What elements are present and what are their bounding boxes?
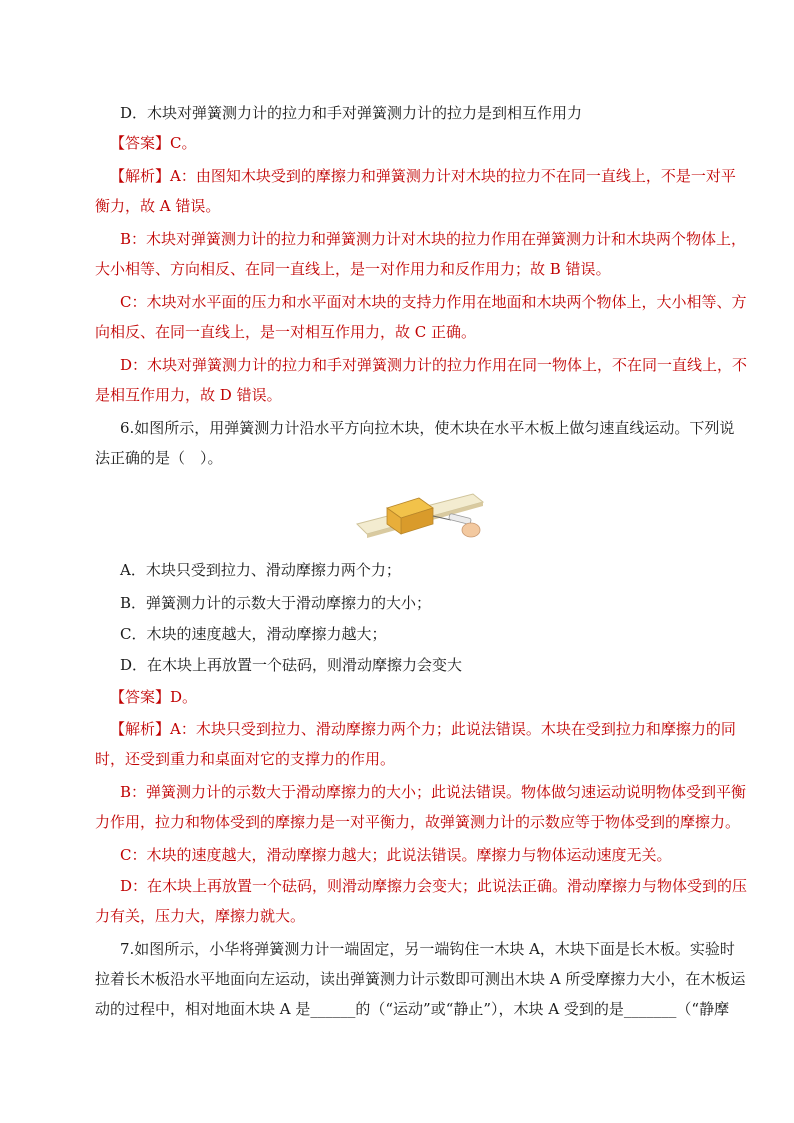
q6-option-a: A．木块只受到拉力、滑动摩擦力两个力；: [120, 561, 401, 579]
wooden-block-spring-scale-figure: [355, 478, 485, 546]
q6-option-c: C．木块的速度越大，滑动摩擦力越大；: [120, 625, 387, 643]
q6-stem-cont: 法正确的是（ ）。: [95, 449, 223, 467]
q6-option-d: D．在木块上再放置一个砝码，则滑动摩擦力会变大: [120, 656, 463, 674]
q5-analysis-line: 大小相等、方向相反、在同一直线上，是一对作用力和反作用力；故 B 错误。: [95, 260, 611, 278]
q6-option-b: B．弹簧测力计的示数大于滑动摩擦力的大小；: [120, 594, 432, 612]
q7-stem: 7.如图所示，小华将弹簧测力计一端固定，另一端钩住一木块 A，木块下面是长木板。实验时: [120, 940, 735, 958]
q6-analysis-line: 力有关，压力大，摩擦力就大。: [95, 907, 306, 925]
q5-analysis-a: 【解析】A：由图知木块受到的摩擦力和弹簧测力计对木块的拉力不在同一直线上，不是一对平: [110, 167, 736, 185]
q7-stem-cont: 动的过程中，相对地面木块 A 是______的（“运动”或“静止”），木块 A 受到的是_______（“静摩: [95, 1000, 730, 1018]
q5-analysis-line: 衡力，故 A 错误。: [95, 197, 221, 215]
q5-analysis-line: 向相反、在同一直线上，是一对相互作用力，故 C 正确。: [95, 323, 477, 341]
q6-analysis-a: 【解析】A：木块只受到拉力、滑动摩擦力两个力；此说法错误。木块在受到拉力和摩擦力的同: [110, 720, 736, 738]
q6-analysis-d: D：在木块上再放置一个砝码，则滑动摩擦力会变大；此说法正确。滑动摩擦力与物体受到的压: [120, 877, 748, 895]
q5-option-d: D．木块对弹簧测力计的拉力和手对弹簧测力计的拉力是到相互作用力: [120, 104, 583, 122]
q6-analysis-line: 力作用，拉力和物体受到的摩擦力是一对平衡力，故弹簧测力计的示数应等于物体受到的摩擦力。: [95, 813, 741, 831]
q6-answer: 【答案】D。: [110, 688, 198, 706]
q5-analysis-c: C：木块对水平面的压力和水平面对木块的支持力作用在地面和木块两个物体上，大小相等、方: [120, 293, 747, 311]
q5-analysis-d: D：木块对弹簧测力计的拉力和手对弹簧测力计的拉力作用在同一物体上，不在同一直线上，不: [120, 356, 748, 374]
q6-analysis-c: C：木块的速度越大，滑动摩擦力越大；此说法错误。摩擦力与物体运动速度无关。: [120, 846, 672, 864]
q7-stem-cont: 拉着长木板沿水平地面向左运动，读出弹簧测力计示数即可测出木块 A 所受摩擦力大小，在木板运: [95, 970, 746, 988]
q6-analysis-b: B：弹簧测力计的示数大于滑动摩擦力的大小；此说法错误。物体做匀速运动说明物体受到平衡: [120, 783, 747, 801]
q6-stem: 6.如图所示，用弹簧测力计沿水平方向拉木块，使木块在水平木板上做匀速直线运动。下列说: [120, 419, 735, 437]
q5-analysis-line: 是相互作用力，故 D 错误。: [95, 386, 282, 404]
q6-analysis-line: 时，还受到重力和桌面对它的支撑力的作用。: [95, 750, 396, 768]
q5-analysis-b: B：木块对弹簧测力计的拉力和弹簧测力计对木块的拉力作用在弹簧测力计和木块两个物体上，: [120, 230, 747, 248]
q5-answer: 【答案】C。: [110, 134, 197, 152]
